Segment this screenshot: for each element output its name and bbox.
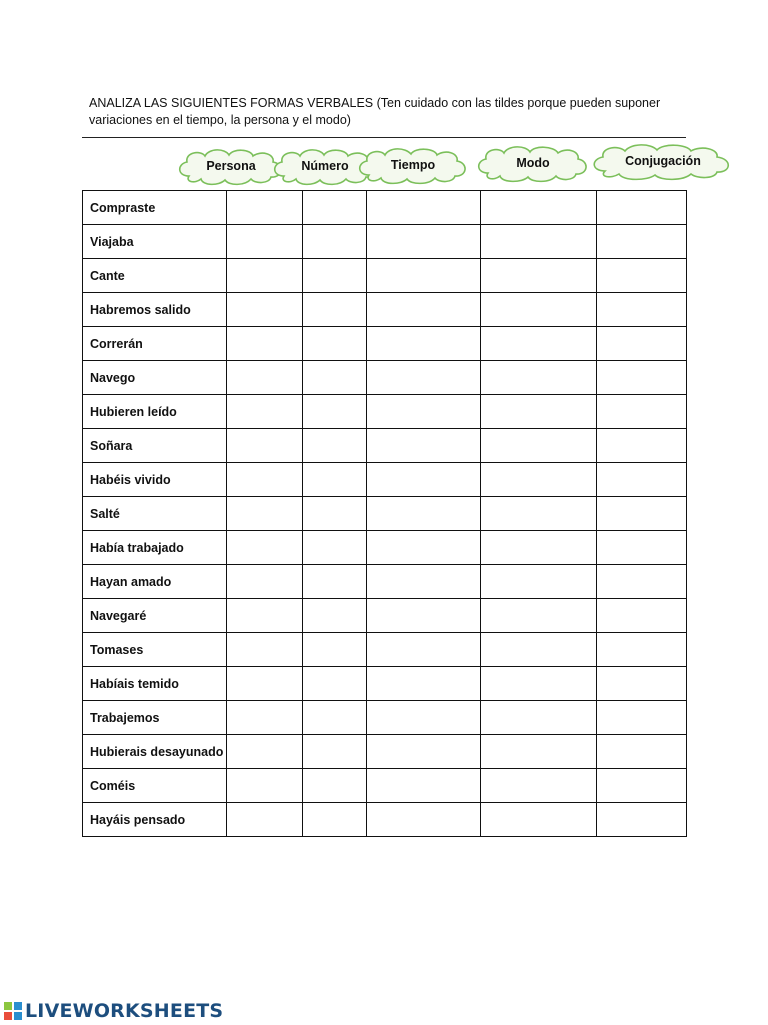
answer-cell-persona[interactable] bbox=[227, 565, 303, 599]
verb-form-cell: Salté bbox=[83, 497, 227, 531]
answer-cell-modo[interactable] bbox=[481, 599, 597, 633]
header-cloud-tiempo bbox=[355, 145, 471, 185]
answer-cell-numero[interactable] bbox=[303, 259, 367, 293]
answer-cell-numero[interactable] bbox=[303, 565, 367, 599]
table-row bbox=[83, 463, 687, 497]
answer-cell-persona[interactable] bbox=[227, 769, 303, 803]
answer-cell-numero[interactable] bbox=[303, 225, 367, 259]
answer-cell-numero[interactable] bbox=[303, 361, 367, 395]
table-row bbox=[83, 429, 687, 463]
answer-cell-modo[interactable] bbox=[481, 803, 597, 837]
answer-cell-tiempo[interactable] bbox=[367, 327, 481, 361]
verb-form-cell: Navego bbox=[83, 361, 227, 395]
answer-cell-tiempo[interactable] bbox=[367, 429, 481, 463]
answer-cell-conjugacion[interactable] bbox=[597, 565, 687, 599]
table-row bbox=[83, 497, 687, 531]
verb-form-cell: Hayan amado bbox=[83, 565, 227, 599]
answer-cell-persona[interactable] bbox=[227, 293, 303, 327]
answer-cell-conjugacion[interactable] bbox=[597, 463, 687, 497]
answer-cell-numero[interactable] bbox=[303, 769, 367, 803]
answer-cell-persona[interactable] bbox=[227, 259, 303, 293]
answer-cell-conjugacion[interactable] bbox=[597, 429, 687, 463]
answer-cell-persona[interactable] bbox=[227, 531, 303, 565]
verb-form-cell: Navegaré bbox=[83, 599, 227, 633]
answer-cell-persona[interactable] bbox=[227, 395, 303, 429]
verb-form-cell: Tomases bbox=[83, 633, 227, 667]
table-row bbox=[83, 531, 687, 565]
answer-cell-persona[interactable] bbox=[227, 701, 303, 735]
table-row bbox=[83, 667, 687, 701]
answer-cell-modo[interactable] bbox=[481, 735, 597, 769]
header-cloud-modo bbox=[474, 143, 592, 183]
answer-cell-persona[interactable] bbox=[227, 633, 303, 667]
table-row bbox=[83, 769, 687, 803]
verb-form-cell: Hubierais desayunado bbox=[83, 735, 227, 769]
answer-cell-tiempo[interactable] bbox=[367, 497, 481, 531]
answer-cell-tiempo[interactable] bbox=[367, 225, 481, 259]
answer-cell-conjugacion[interactable] bbox=[597, 361, 687, 395]
answer-cell-tiempo[interactable] bbox=[367, 395, 481, 429]
answer-cell-tiempo[interactable] bbox=[367, 565, 481, 599]
answer-cell-modo[interactable] bbox=[481, 361, 597, 395]
column-header-tiempo: Tiempo bbox=[390, 158, 436, 172]
table-row bbox=[83, 701, 687, 735]
answer-cell-tiempo[interactable] bbox=[367, 735, 481, 769]
answer-cell-numero[interactable] bbox=[303, 667, 367, 701]
answer-cell-conjugacion[interactable] bbox=[597, 327, 687, 361]
answer-cell-conjugacion[interactable] bbox=[597, 633, 687, 667]
answer-cell-tiempo[interactable] bbox=[367, 769, 481, 803]
answer-cell-conjugacion[interactable] bbox=[597, 191, 687, 225]
answer-cell-numero[interactable] bbox=[303, 599, 367, 633]
answer-cell-numero[interactable] bbox=[303, 395, 367, 429]
answer-cell-persona[interactable] bbox=[227, 667, 303, 701]
answer-cell-tiempo[interactable] bbox=[367, 599, 481, 633]
table-row bbox=[83, 803, 687, 837]
answer-cell-modo[interactable] bbox=[481, 293, 597, 327]
answer-cell-numero[interactable] bbox=[303, 429, 367, 463]
answer-cell-conjugacion[interactable] bbox=[597, 531, 687, 565]
verb-form-cell: Hayáis pensado bbox=[83, 803, 227, 837]
answer-cell-conjugacion[interactable] bbox=[597, 667, 687, 701]
table-row bbox=[83, 633, 687, 667]
column-header-conjugacion: Conjugación bbox=[625, 154, 701, 168]
answer-cell-tiempo[interactable] bbox=[367, 531, 481, 565]
answer-cell-tiempo[interactable] bbox=[367, 667, 481, 701]
answer-cell-numero[interactable] bbox=[303, 191, 367, 225]
answer-cell-modo[interactable] bbox=[481, 463, 597, 497]
answer-cell-modo[interactable] bbox=[481, 667, 597, 701]
liveworksheets-brand bbox=[4, 999, 223, 1023]
answer-cell-conjugacion[interactable] bbox=[597, 293, 687, 327]
answer-cell-conjugacion[interactable] bbox=[597, 803, 687, 837]
answer-cell-conjugacion[interactable] bbox=[597, 395, 687, 429]
answer-cell-numero[interactable] bbox=[303, 293, 367, 327]
verb-form-cell: Habéis vivido bbox=[83, 463, 227, 497]
answer-cell-modo[interactable] bbox=[481, 565, 597, 599]
answer-cell-numero[interactable] bbox=[303, 633, 367, 667]
table-row bbox=[83, 259, 687, 293]
column-header-numero: Número bbox=[301, 159, 349, 173]
answer-cell-modo[interactable] bbox=[481, 327, 597, 361]
answer-cell-conjugacion[interactable] bbox=[597, 769, 687, 803]
answer-cell-modo[interactable] bbox=[481, 429, 597, 463]
answer-cell-persona[interactable] bbox=[227, 803, 303, 837]
answer-cell-conjugacion[interactable] bbox=[597, 225, 687, 259]
column-header-persona: Persona bbox=[206, 159, 256, 173]
answer-cell-persona[interactable] bbox=[227, 225, 303, 259]
answer-cell-numero[interactable] bbox=[303, 735, 367, 769]
answer-cell-conjugacion[interactable] bbox=[597, 497, 687, 531]
answer-cell-tiempo[interactable] bbox=[367, 259, 481, 293]
answer-cell-persona[interactable] bbox=[227, 429, 303, 463]
instructions-text: ANALIZA LAS SIGUIENTES FORMAS VERBALES (Ten cuidado con las tildes porque pueden suponer variaciones en el tiempo, la persona y el modo) bbox=[89, 96, 661, 127]
verb-form-cell: Compraste bbox=[83, 191, 227, 225]
answer-cell-conjugacion[interactable] bbox=[597, 735, 687, 769]
header-cloud-conjugacion bbox=[589, 141, 737, 181]
answer-cell-modo[interactable] bbox=[481, 531, 597, 565]
verb-form-cell: Había trabajado bbox=[83, 531, 227, 565]
verb-analysis-table bbox=[82, 190, 687, 837]
answer-cell-persona[interactable] bbox=[227, 191, 303, 225]
verb-form-cell: Viajaba bbox=[83, 225, 227, 259]
answer-cell-modo[interactable] bbox=[481, 497, 597, 531]
title-underline bbox=[82, 137, 686, 138]
answer-cell-persona[interactable] bbox=[227, 327, 303, 361]
table-row bbox=[83, 395, 687, 429]
verb-form-cell: Trabajemos bbox=[83, 701, 227, 735]
answer-cell-conjugacion[interactable] bbox=[597, 599, 687, 633]
answer-cell-tiempo[interactable] bbox=[367, 293, 481, 327]
answer-cell-numero[interactable] bbox=[303, 497, 367, 531]
answer-cell-modo[interactable] bbox=[481, 191, 597, 225]
answer-cell-numero[interactable] bbox=[303, 531, 367, 565]
answer-cell-numero[interactable] bbox=[303, 327, 367, 361]
verb-form-cell: Cante bbox=[83, 259, 227, 293]
answer-cell-numero[interactable] bbox=[303, 701, 367, 735]
table-row bbox=[83, 191, 687, 225]
table-row bbox=[83, 735, 687, 769]
answer-cell-persona[interactable] bbox=[227, 463, 303, 497]
liveworksheets-logo-icon bbox=[4, 1002, 22, 1020]
answer-cell-persona[interactable] bbox=[227, 497, 303, 531]
answer-cell-modo[interactable] bbox=[481, 633, 597, 667]
answer-cell-conjugacion[interactable] bbox=[597, 259, 687, 293]
answer-cell-persona[interactable] bbox=[227, 599, 303, 633]
answer-cell-tiempo[interactable] bbox=[367, 463, 481, 497]
answer-cell-conjugacion[interactable] bbox=[597, 701, 687, 735]
answer-cell-modo[interactable] bbox=[481, 259, 597, 293]
answer-cell-tiempo[interactable] bbox=[367, 803, 481, 837]
table-row bbox=[83, 293, 687, 327]
verb-form-cell: Coméis bbox=[83, 769, 227, 803]
answer-cell-numero[interactable] bbox=[303, 803, 367, 837]
table-row bbox=[83, 225, 687, 259]
table-row bbox=[83, 361, 687, 395]
table-row bbox=[83, 565, 687, 599]
verb-form-cell: Habremos salido bbox=[83, 293, 227, 327]
answer-cell-persona[interactable] bbox=[227, 361, 303, 395]
table-row bbox=[83, 599, 687, 633]
answer-cell-persona[interactable] bbox=[227, 735, 303, 769]
answer-cell-numero[interactable] bbox=[303, 463, 367, 497]
brand-name: LIVEWORKSHEETS bbox=[25, 1000, 224, 1022]
answer-cell-modo[interactable] bbox=[481, 701, 597, 735]
answer-cell-tiempo[interactable] bbox=[367, 701, 481, 735]
verb-form-cell: Correrán bbox=[83, 327, 227, 361]
answer-cell-modo[interactable] bbox=[481, 225, 597, 259]
table-body bbox=[83, 191, 687, 837]
answer-cell-modo[interactable] bbox=[481, 395, 597, 429]
answer-cell-modo[interactable] bbox=[481, 769, 597, 803]
answer-cell-tiempo[interactable] bbox=[367, 191, 481, 225]
verb-form-cell: Soñara bbox=[83, 429, 227, 463]
answer-cell-tiempo[interactable] bbox=[367, 361, 481, 395]
column-header-modo: Modo bbox=[516, 156, 550, 170]
table-row bbox=[83, 327, 687, 361]
verb-form-cell: Hubieren leído bbox=[83, 395, 227, 429]
answer-cell-tiempo[interactable] bbox=[367, 633, 481, 667]
verb-form-cell: Habíais temido bbox=[83, 667, 227, 701]
